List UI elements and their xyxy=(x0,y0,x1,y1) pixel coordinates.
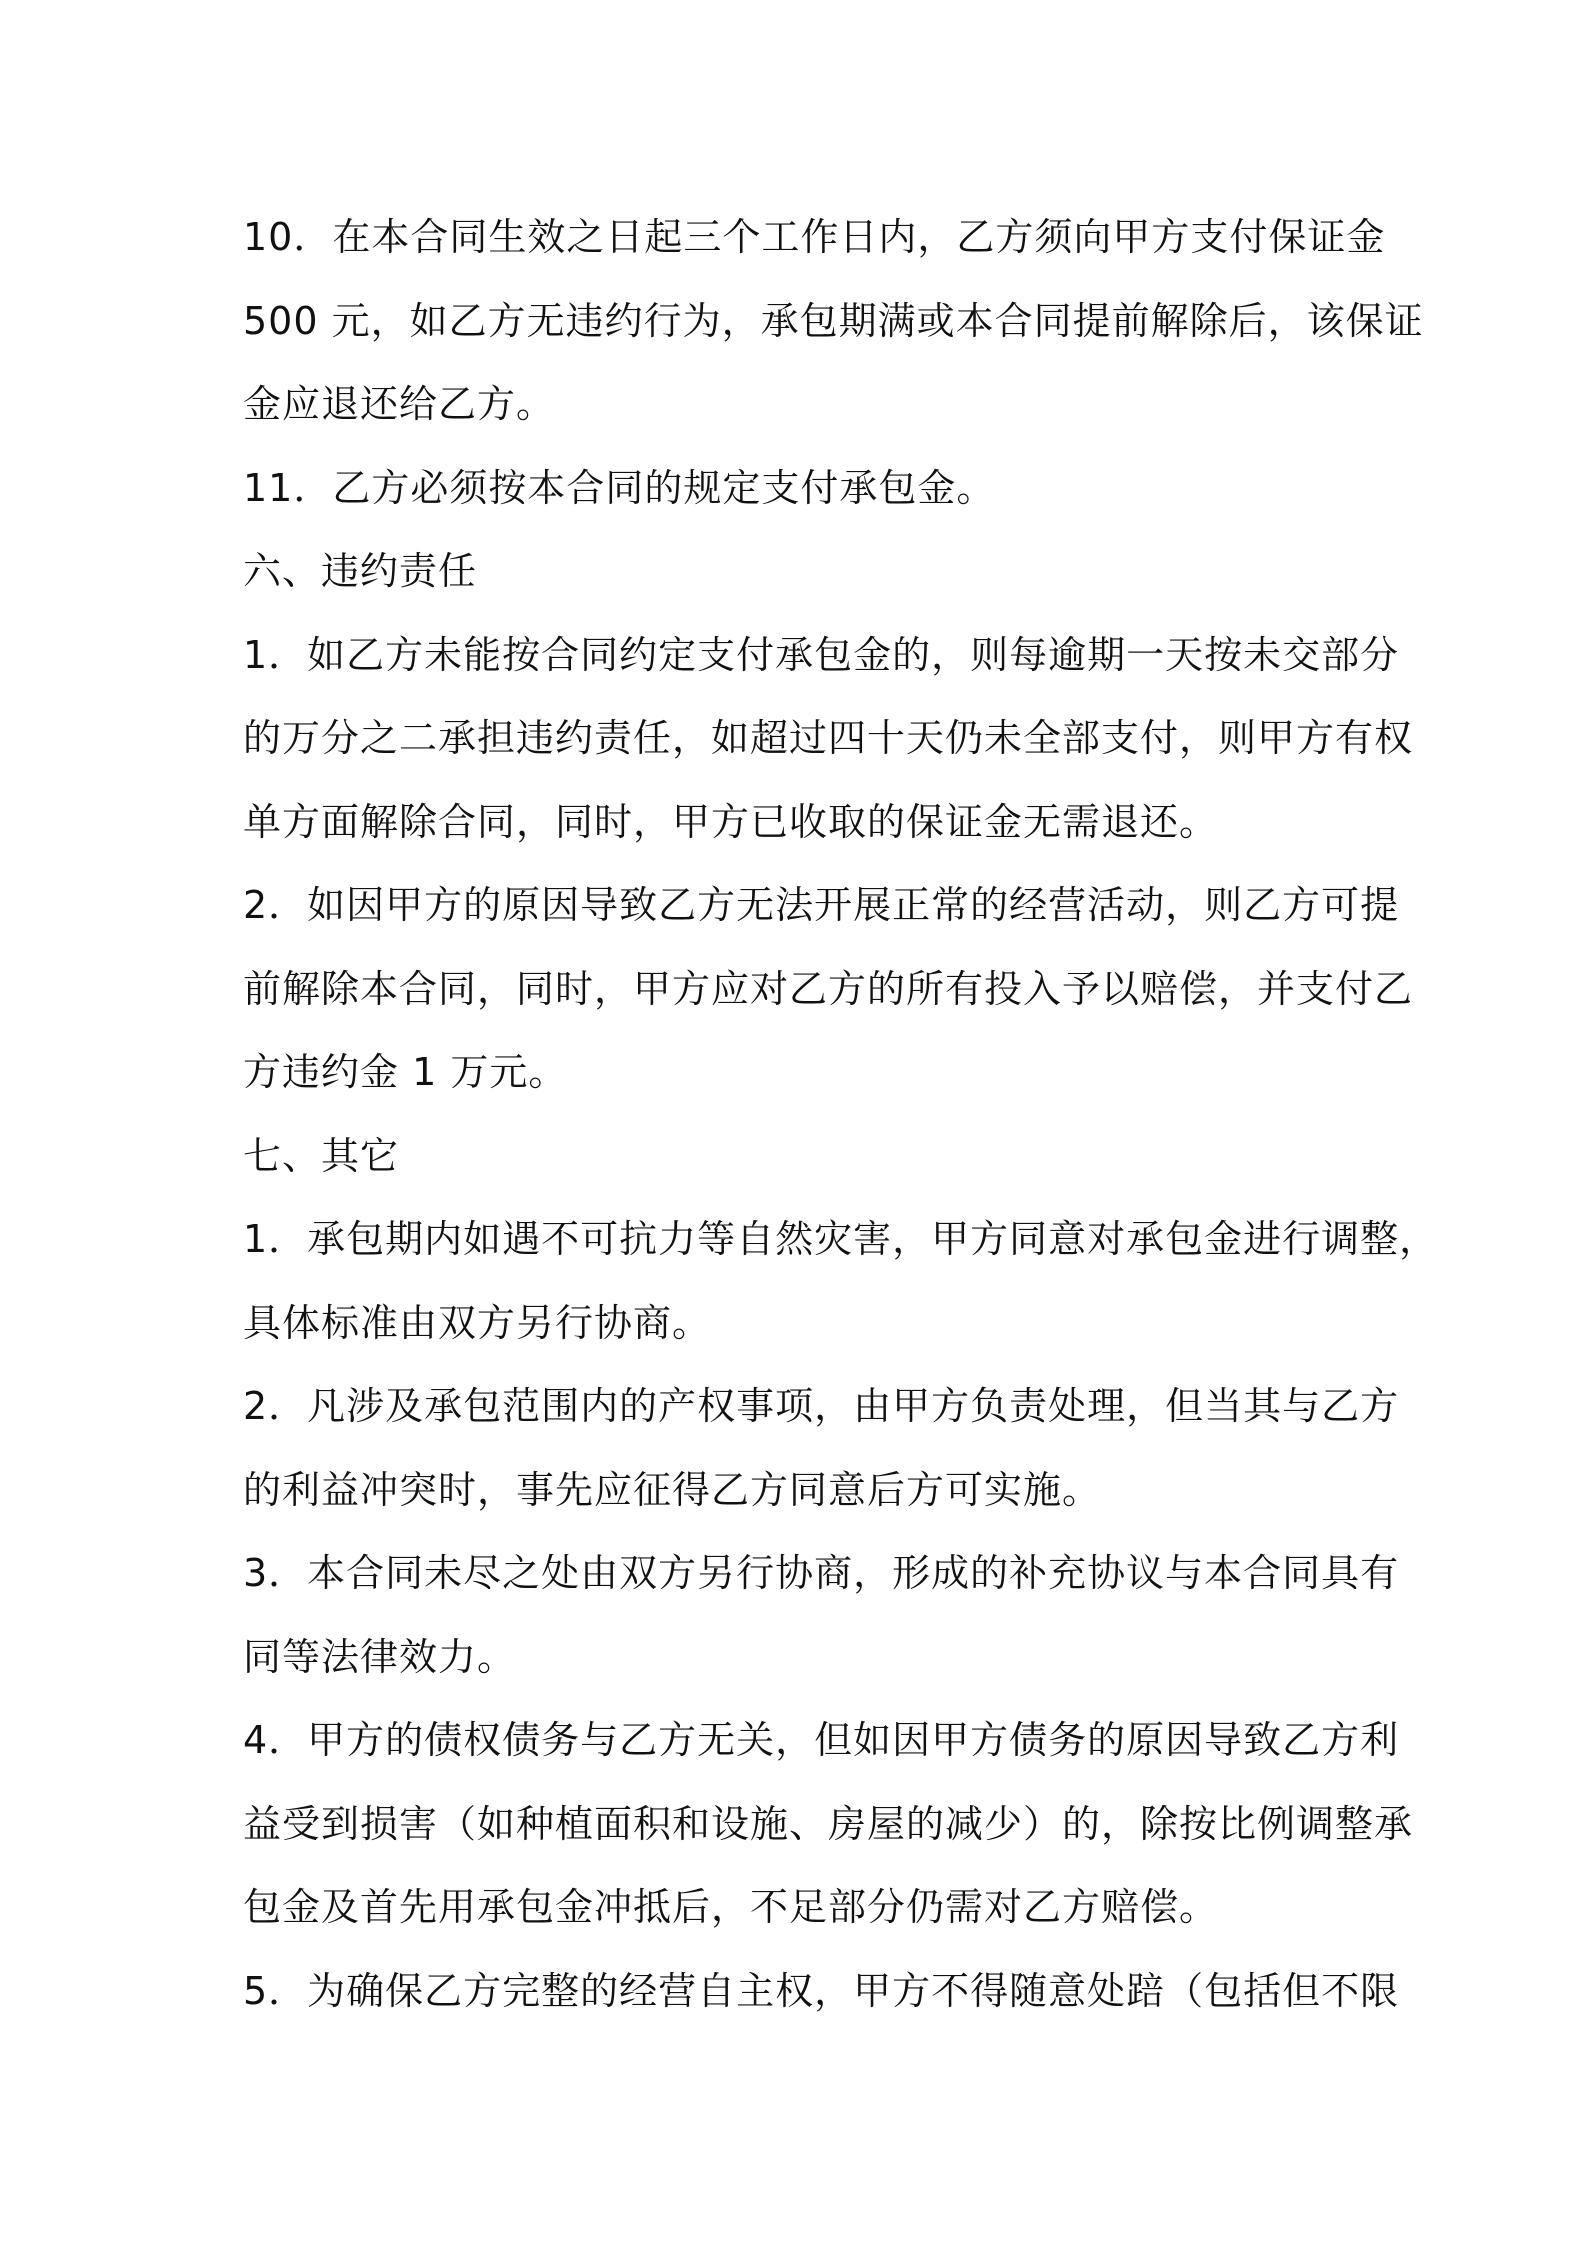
section-heading: 七、其它 xyxy=(243,1133,400,1178)
text-line: 具体标准由双方另行协商。 xyxy=(243,1300,712,1345)
text-line: 1．如乙方未能按合同约定支付承包金的，则每逾期一天按未交部分 xyxy=(243,632,1400,677)
text-line: 10．在本合同生效之日起三个工作日内，乙方须向甲方支付保证金 xyxy=(243,215,1386,259)
text-line: 的利益冲突时，事先应征得乙方同意后方可实施。 xyxy=(243,1467,1102,1512)
text-line: 2．如因甲方的原因导致乙方无法开展正常的经营活动，则乙方可提 xyxy=(243,883,1400,927)
text-line: 的万分之二承担违约责任，如超过四十天仍未全部支付，则甲方有权 xyxy=(243,716,1414,760)
text-line: 11．乙方必须按本合同的规定支付承包金。 xyxy=(243,465,996,510)
document-body xyxy=(243,196,1439,2033)
text-line: 前解除本合同，同时，甲方应对乙方的所有投入予以赔偿，并支付乙 xyxy=(243,966,1414,1011)
text-line: 2．凡涉及承包范围内的产权事项，由甲方负责处理，但当其与乙方 xyxy=(243,1384,1400,1428)
section-heading: 六、违约责任 xyxy=(243,549,478,593)
text-line: 金应退还给乙方。 xyxy=(243,382,556,426)
text-line: 5．为确保乙方完整的经营自主权，甲方不得随意处踣（包括但不限 xyxy=(243,1968,1400,2013)
text-line: 同等法律效力。 xyxy=(243,1634,517,1679)
text-line: 4．甲方的债权债务与乙方无关，但如因甲方债务的原因导致乙方利 xyxy=(243,1718,1400,1762)
text-line: 单方面解除合同，同时，甲方已收取的保证金无需退还。 xyxy=(243,799,1219,844)
text-line: 1．承包期内如遇不可抗力等自然灾害，甲方同意对承包金进行调整， xyxy=(243,1217,1439,1261)
text-line: 益受到损害（如种植面积和设施、房屋的减少）的，除按比例调整承 xyxy=(243,1801,1414,1846)
text-line: 包金及首先用承包金冲抵后，不足部分仍需对乙方赔偿。 xyxy=(243,1885,1219,1929)
text-line: 500 元，如乙方无违约行为，承包期满或本合同提前解除后，该保证 xyxy=(243,298,1424,343)
text-line: 方违约金 1 万元。 xyxy=(243,1050,568,1094)
text-line: 3．本合同未尽之处由双方另行协商，形成的补充协议与本合同具有 xyxy=(243,1551,1400,1595)
